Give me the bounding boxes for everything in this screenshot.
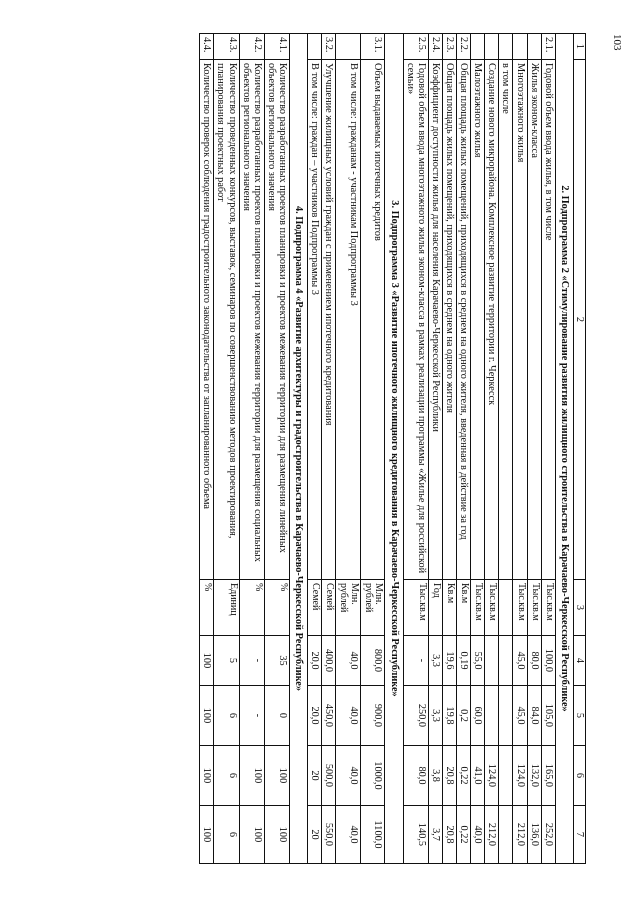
value-cell: 450,0 (322, 686, 336, 746)
value-cell: 80,0 (403, 746, 428, 806)
table-row (485, 34, 499, 864)
value-cell: 212,0 (513, 806, 527, 864)
value-cell: 400,0 (322, 636, 336, 686)
value-cell: 0,22 (457, 746, 471, 806)
value-cell: 40,0 (336, 686, 361, 746)
value-cell: 84,0 (527, 686, 541, 746)
table-row (239, 34, 264, 864)
indicator-name: Количество разработанных проектов планировки и проектов межевания территории для размещения социальных объектов регионального значения (239, 60, 264, 580)
table-row (214, 34, 239, 864)
table-row (442, 34, 456, 864)
indicator-name: Жилья эконом-класса (527, 60, 541, 580)
value-cell: 45,0 (513, 686, 527, 746)
column-number: 4 (573, 636, 585, 686)
indicator-name: Количество проведенных конкурсов, выставок, семинаров по совершенствованию методов проектирования, планирования проектных работ (214, 60, 239, 580)
column-number: 7 (573, 806, 585, 864)
value-cell: 100 (200, 636, 214, 686)
page-number: 103 (611, 34, 623, 51)
value-cell: 6 (214, 746, 239, 806)
column-number: 5 (573, 686, 585, 746)
section-title: 3. Подпрограмма 3 «Развитие ипотечного жилищного кредитования в Карачаево-Черкесской Республике» (385, 34, 403, 864)
value-cell: 100,0 (541, 636, 555, 686)
table-row (336, 34, 361, 864)
column-number-row (573, 34, 585, 864)
table-row (403, 34, 428, 864)
indicators-table (199, 33, 586, 864)
value-cell: 212,0 (485, 806, 499, 864)
row-number (513, 34, 527, 60)
unit-cell: Тыс.кв.м (403, 580, 428, 636)
indicator-name: Общая площадь жилых помещений, приходящихся в среднем на одного жителя (442, 60, 456, 580)
unit-cell: Семей (322, 580, 336, 636)
value-cell: 45,0 (513, 636, 527, 686)
indicator-name: Коэффициент доступности жилья для населения Карачаево-Черкесской Республики (428, 60, 442, 580)
value-cell: - (239, 686, 264, 746)
unit-cell: % (239, 580, 264, 636)
value-cell: 35 (264, 636, 289, 686)
value-cell: 20,0 (308, 636, 322, 686)
value-cell: 900,0 (360, 686, 385, 746)
row-number: 2.4. (428, 34, 442, 60)
value-cell: 6 (214, 686, 239, 746)
section-title: 4. Подпрограмма 4 «Развитие архитектуры и градостроительства в Карачаево-Черкесской Республике» (289, 34, 307, 864)
value-cell (499, 746, 513, 806)
unit-cell: % (264, 580, 289, 636)
indicator-name: Общая площадь жилых помещений, приходящихся в среднем на одного жителя, введенная в действие за год (457, 60, 471, 580)
value-cell: 250,0 (403, 686, 428, 746)
table-row (471, 34, 485, 864)
value-cell: 105,0 (541, 686, 555, 746)
value-cell (499, 686, 513, 746)
value-cell: 40,0 (336, 746, 361, 806)
indicator-name: Количество проверок соблюдения градостроительного законодательства от запланированного объема (200, 60, 214, 580)
table-row (499, 34, 513, 864)
value-cell: 20,8 (442, 746, 456, 806)
unit-cell: Кв.м (442, 580, 456, 636)
unit-cell: Тыс.кв.м (471, 580, 485, 636)
row-number: 4.1. (264, 34, 289, 60)
table-row (457, 34, 471, 864)
row-number: 3.2. (322, 34, 336, 60)
value-cell: 100 (239, 746, 264, 806)
unit-cell: Тыс.кв.м (541, 580, 555, 636)
value-cell (485, 636, 499, 686)
value-cell: 500,0 (322, 746, 336, 806)
value-cell: 3,3 (428, 686, 442, 746)
value-cell: 19,8 (442, 686, 456, 746)
section-header-row (555, 34, 573, 864)
value-cell: 124,0 (485, 746, 499, 806)
table-row (541, 34, 555, 864)
value-cell (485, 686, 499, 746)
row-number: 2.1. (541, 34, 555, 60)
table-row (308, 34, 322, 864)
value-cell (499, 806, 513, 864)
value-cell (499, 636, 513, 686)
value-cell: 3,3 (428, 636, 442, 686)
indicator-name: Объем выдаваемых ипотечных кредитов (360, 60, 385, 580)
table-row (264, 34, 289, 864)
value-cell: 20,0 (308, 686, 322, 746)
value-cell: 0,2 (457, 686, 471, 746)
unit-cell: Кв.м (457, 580, 471, 636)
row-number: 4.4. (200, 34, 214, 60)
table-row (513, 34, 527, 864)
value-cell: 0,22 (457, 806, 471, 864)
value-cell: 124,0 (513, 746, 527, 806)
value-cell: 252,0 (541, 806, 555, 864)
indicator-name: Создание нового микрорайона. Комплексное развитие территории г. Черкесск (485, 60, 499, 580)
table-row (428, 34, 442, 864)
unit-cell: Тыс.кв.м (527, 580, 541, 636)
column-number: 1 (573, 34, 585, 60)
row-number: 2.5. (403, 34, 428, 60)
value-cell: 100 (264, 746, 289, 806)
value-cell: 0 (264, 686, 289, 746)
unit-cell: Тыс.кв.м (513, 580, 527, 636)
section-header-row (385, 34, 403, 864)
unit-cell: Млн. рублей (336, 580, 361, 636)
unit-cell: % (200, 580, 214, 636)
table-row (360, 34, 385, 864)
value-cell: 100 (200, 686, 214, 746)
value-cell: 100 (200, 746, 214, 806)
row-number (485, 34, 499, 60)
indicator-name: Количество разработанных проектов планировки и проектов межевания территории для размещения линейных объектов регионального значения (264, 60, 289, 580)
table-row (527, 34, 541, 864)
value-cell: 19,6 (442, 636, 456, 686)
value-cell: 41,0 (471, 746, 485, 806)
value-cell: 100 (264, 806, 289, 864)
value-cell: 40,0 (336, 636, 361, 686)
row-number (308, 34, 322, 60)
value-cell: 3,8 (428, 746, 442, 806)
section-title: 2. Подпрограмма 2 «Стимулирование развития жилищного строительства в Карачаево-Черкесской Республике» (555, 34, 573, 864)
value-cell: 100 (239, 806, 264, 864)
value-cell: 550,0 (322, 806, 336, 864)
unit-cell: Год (428, 580, 442, 636)
column-number: 3 (573, 580, 585, 636)
value-cell: - (403, 636, 428, 686)
column-number: 6 (573, 746, 585, 806)
value-cell: - (239, 636, 264, 686)
indicator-name: Малоэтажного жилья (471, 60, 485, 580)
value-cell: 136,0 (527, 806, 541, 864)
value-cell: 1100,0 (360, 806, 385, 864)
value-cell: 20,8 (442, 806, 456, 864)
indicator-name: Годовой объем ввода жилья, в том числе (541, 60, 555, 580)
row-number: 2.2. (457, 34, 471, 60)
indicator-name: Годовой объем ввода многоэтажного жилья эконом-класса в рамках реализации программы «Жилье для российской семьи» (403, 60, 428, 580)
row-number (471, 34, 485, 60)
column-number: 2 (573, 60, 585, 580)
value-cell: 6 (214, 806, 239, 864)
value-cell: 800,0 (360, 636, 385, 686)
indicator-name: в том числе (499, 60, 513, 580)
value-cell: 5 (214, 636, 239, 686)
indicator-name: Улучшение жилищных условий граждан с применением ипотечного кредитования (322, 60, 336, 580)
rotated-table-container (86, 33, 586, 863)
value-cell: 20 (308, 746, 322, 806)
value-cell: 132,0 (527, 746, 541, 806)
value-cell: 80,0 (527, 636, 541, 686)
unit-cell: Тыс.кв.м (485, 580, 499, 636)
row-number (499, 34, 513, 60)
value-cell: 0,19 (457, 636, 471, 686)
value-cell: 40,0 (471, 806, 485, 864)
row-number: 4.2. (239, 34, 264, 60)
row-number: 2.3. (442, 34, 456, 60)
value-cell: 3,7 (428, 806, 442, 864)
value-cell: 100 (200, 806, 214, 864)
table-row (322, 34, 336, 864)
table-row (200, 34, 214, 864)
unit-cell (499, 580, 513, 636)
unit-cell: Млн. рублей (360, 580, 385, 636)
unit-cell: Семей (308, 580, 322, 636)
indicator-name: В том числе: гражданам - участникам Подпрограммы 3 (336, 60, 361, 580)
value-cell: 1000,0 (360, 746, 385, 806)
value-cell: 20 (308, 806, 322, 864)
value-cell: 165,0 (541, 746, 555, 806)
value-cell: 55,0 (471, 636, 485, 686)
section-header-row (289, 34, 307, 864)
value-cell: 60,0 (471, 686, 485, 746)
unit-cell: Единиц (214, 580, 239, 636)
row-number (527, 34, 541, 60)
value-cell: 40,0 (336, 806, 361, 864)
row-number: 4.3. (214, 34, 239, 60)
indicator-name: Многоэтажного жилья (513, 60, 527, 580)
row-number (336, 34, 361, 60)
value-cell: 140,5 (403, 806, 428, 864)
row-number: 3.1. (360, 34, 385, 60)
indicator-name: В том числе: граждан – участников Подпрограммы 3 (308, 60, 322, 580)
